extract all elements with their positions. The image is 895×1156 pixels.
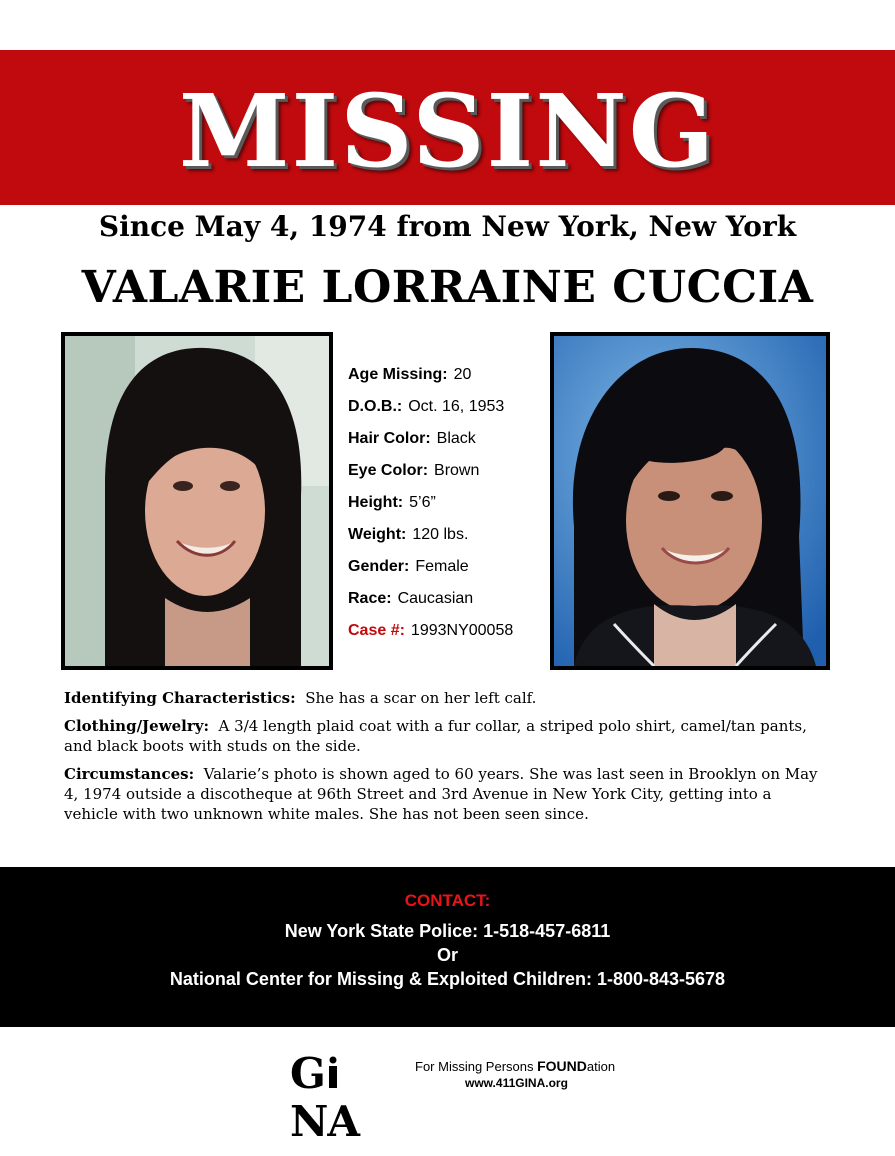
desc-text: A 3/4 length plaid coat with a fur collar, a striped polo shirt, camel/tan pants, and black boots with studs on the side. xyxy=(64,717,807,755)
detail-weight xyxy=(348,524,513,556)
detail-value: Caucasian xyxy=(397,590,474,607)
desc-text: Valarie’s photo is shown aged to 60 years. She was last seen in Brooklyn on May 4, 1974 outside a discotheque at 96th Street and 3rd Avenue in New York City, getting into a vehicle with two unknown white males. She has not been seen since. xyxy=(64,765,818,823)
detail-height xyxy=(348,492,513,524)
person-name: VALARIE LORRAINE CUCCIA xyxy=(81,262,814,313)
identifying-characteristics xyxy=(64,688,824,708)
detail-race xyxy=(348,588,513,620)
missing-banner xyxy=(0,50,895,205)
tag-suffix: ation xyxy=(586,1059,616,1074)
detail-value: Oct. 16, 1953 xyxy=(408,398,505,415)
tag-prefix: For Missing Persons xyxy=(415,1059,538,1074)
tag-strong: FOUND xyxy=(537,1058,587,1074)
detail-case-number xyxy=(348,620,513,652)
person-i-icon xyxy=(325,1056,341,1088)
footer-url: www.411GINA.org xyxy=(465,1076,568,1090)
desc-label: Clothing/Jewelry: xyxy=(64,717,209,735)
detail-label: Gender: xyxy=(348,558,410,575)
detail-dob xyxy=(348,396,513,428)
detail-value: 5’6” xyxy=(409,494,436,511)
missing-title: MISSING xyxy=(178,71,717,190)
detail-label: Case #: xyxy=(348,622,405,639)
missing-since-line: Since May 4, 1974 from New York, New York xyxy=(98,210,797,243)
contact-ny-state-police: New York State Police: 1-518-457-6811 xyxy=(284,921,611,941)
contact-panel xyxy=(0,867,895,1027)
photo-at-disappearance xyxy=(61,332,333,670)
logo-g: G xyxy=(290,1049,325,1098)
detail-value: Black xyxy=(436,430,476,447)
footer-tagline xyxy=(415,1058,615,1074)
gina-logo xyxy=(290,1050,359,1146)
detail-label: Hair Color: xyxy=(348,430,431,447)
age-progressed-photo xyxy=(550,332,830,670)
detail-label: Age Missing: xyxy=(348,366,448,383)
detail-label: D.O.B.: xyxy=(348,398,403,415)
detail-age-missing xyxy=(348,364,513,396)
detail-eye-color xyxy=(348,460,513,492)
detail-value: Brown xyxy=(434,462,480,479)
desc-label: Identifying Characteristics: xyxy=(64,689,296,707)
contact-heading: CONTACT: xyxy=(404,891,491,910)
desc-label: Circumstances: xyxy=(64,765,195,783)
personal-details xyxy=(348,364,513,652)
contact-or: Or xyxy=(436,945,458,965)
detail-value: 1993NY00058 xyxy=(410,622,514,639)
detail-label: Eye Color: xyxy=(348,462,429,479)
detail-value: Female xyxy=(415,558,469,575)
detail-value: 20 xyxy=(453,366,472,383)
clothing-jewelry xyxy=(64,716,824,756)
desc-text: She has a scar on her left calf. xyxy=(305,689,537,707)
logo-na: NA xyxy=(290,1097,359,1146)
detail-hair-color xyxy=(348,428,513,460)
detail-label: Weight: xyxy=(348,526,407,543)
detail-label: Height: xyxy=(348,494,404,511)
detail-label: Race: xyxy=(348,590,392,607)
contact-ncmec: National Center for Missing & Exploited Children: 1-800-843-5678 xyxy=(169,969,726,989)
detail-gender xyxy=(348,556,513,588)
detail-value: 120 lbs. xyxy=(412,526,469,543)
circumstances xyxy=(64,764,824,824)
